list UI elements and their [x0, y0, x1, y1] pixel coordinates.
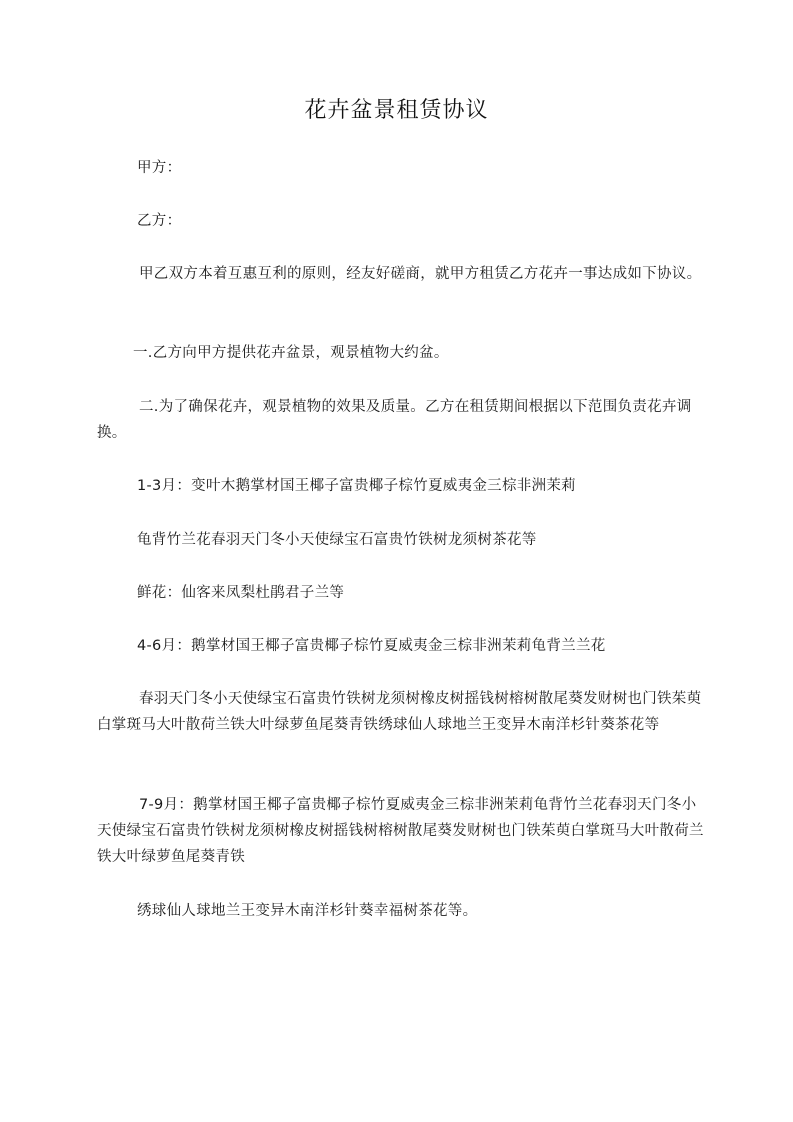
apr-jun-plants-line: 4-6月：鹅掌材国王椰子富贵椰子棕竹夏威夷金三棕非洲茉莉龟背兰兰花 — [137, 638, 606, 654]
apr-jun-plants-continued: 春羽天门冬小天使绿宝石富贵竹铁树龙须树橡皮树摇钱树榕树散尾葵发财树也门铁茱萸白掌斑马大叶散荷兰铁大叶绿萝鱼尾葵青铁绣球仙人球地兰王变异木南洋杉针葵茶花等 — [97, 691, 702, 733]
party-b-line: 乙方： — [137, 213, 182, 229]
jan-mar-plants-continued: 龟背竹兰花春羽天门冬小天使绿宝石富贵竹铁树龙须树茶花等 — [137, 532, 537, 548]
party-a-line: 甲方： — [137, 160, 182, 176]
clause-2-paragraph: 二.为了确保花卉，观景植物的效果及质量。乙方在租赁期间根据以下范围负责花卉调换。 — [97, 399, 692, 441]
jul-sep-plants-continued: 绣球仙人球地兰王变异木南洋杉针葵幸福树茶花等。 — [137, 903, 478, 919]
document-title: 花卉盆景租赁协议 — [304, 98, 489, 123]
intro-paragraph: 甲乙双方本着互惠互利的原则，经友好磋商，就甲方租赁乙方花卉一事达成如下协议。 — [139, 266, 702, 282]
jan-mar-plants-line: 1-3月：变叶木鹅掌材国王椰子富贵椰子棕竹夏威夷金三棕非洲茉莉 — [137, 478, 576, 494]
jul-sep-plants-paragraph: 7-9月：鹅掌材国王椰子富贵椰子棕竹夏威夷金三棕非洲茉莉龟背竹兰花春羽天门冬小天使绿宝石富贵竹铁树龙须树橡皮树摇钱树榕树散尾葵发财树也门铁茱萸白掌斑马大叶散荷兰铁大叶绿萝鱼尾葵青铁 — [97, 797, 704, 865]
clause-1-paragraph: 一.乙方向甲方提供花卉盆景，观景植物大约盆。 — [133, 345, 449, 361]
fresh-flowers-line: 鲜花：仙客来凤梨杜鹃君子兰等 — [137, 585, 345, 601]
